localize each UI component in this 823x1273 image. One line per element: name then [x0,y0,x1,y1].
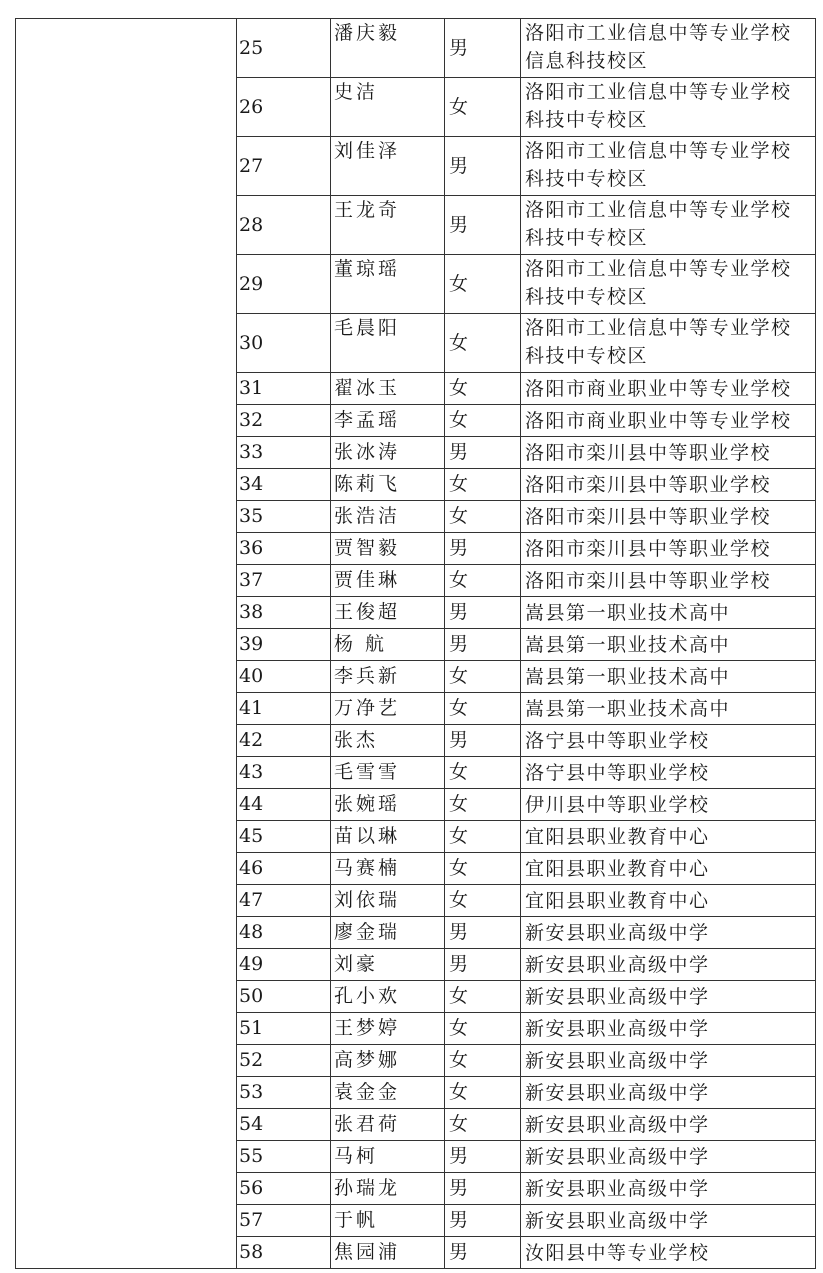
school-name-line: 新安县职业高级中学 [525,1113,710,1136]
roster-body [16,19,816,1269]
school-cell [521,255,816,314]
row-number-cell: 57 [237,1205,331,1237]
school-name-line: 新安县职业高级中学 [525,921,710,944]
school-name-line: 新安县职业高级中学 [525,1081,710,1104]
student-name-cell: 史洁 [331,78,445,137]
gender-cell: 女 [445,757,521,789]
school-cell [521,1045,816,1077]
gender-cell: 女 [445,255,521,314]
school-name-line: 新安县职业高级中学 [525,1177,710,1200]
student-name-cell: 毛晨阳 [331,314,445,373]
gender-cell: 男 [445,1141,521,1173]
student-name-cell: 王梦婷 [331,1013,445,1045]
student-name-cell: 翟冰玉 [331,373,445,405]
student-name-cell: 张杰 [331,725,445,757]
row-number-cell: 50 [237,981,331,1013]
table-row [16,19,816,78]
school-name-line: 新安县职业高级中学 [525,953,710,976]
school-cell [521,19,816,78]
student-name-cell: 刘依瑞 [331,885,445,917]
school-name-line: 新安县职业高级中学 [525,985,710,1008]
school-name-line: 科技中专校区 [525,168,649,190]
gender-cell: 女 [445,501,521,533]
school-cell [521,949,816,981]
gender-cell: 男 [445,725,521,757]
gender-cell: 男 [445,1205,521,1237]
school-name-line: 洛阳市栾川县中等职业学校 [525,441,772,464]
school-cell [521,821,816,853]
school-name-line: 科技中专校区 [525,345,649,367]
school-name-line: 洛阳市工业信息中等专业学校 [525,140,792,162]
school-cell [521,314,816,373]
school-cell [521,981,816,1013]
school-cell [521,137,816,196]
row-number-cell: 26 [237,78,331,137]
school-cell [521,1077,816,1109]
school-cell [521,757,816,789]
row-number-cell: 51 [237,1013,331,1045]
school-cell [521,725,816,757]
row-number-cell: 37 [237,565,331,597]
gender-cell: 男 [445,1173,521,1205]
student-name-cell: 于帆 [331,1205,445,1237]
school-name-line: 宜阳县职业教育中心 [525,857,710,880]
gender-cell: 女 [445,314,521,373]
gender-cell: 男 [445,137,521,196]
gender-cell: 女 [445,1077,521,1109]
row-number-cell: 48 [237,917,331,949]
gender-cell: 女 [445,78,521,137]
row-number-cell: 43 [237,757,331,789]
school-name-line: 嵩县第一职业技术高中 [525,665,731,688]
gender-cell: 男 [445,437,521,469]
row-number-cell: 29 [237,255,331,314]
student-name-cell: 毛雪雪 [331,757,445,789]
gender-cell: 女 [445,1045,521,1077]
school-name-line: 洛阳市工业信息中等专业学校 [525,81,792,103]
student-name-cell: 张浩洁 [331,501,445,533]
school-name-line: 洛阳市栾川县中等职业学校 [525,537,772,560]
school-cell [521,196,816,255]
school-name-line: 洛阳市栾川县中等职业学校 [525,505,772,528]
school-name-line: 嵩县第一职业技术高中 [525,633,731,656]
blank-merged-cell [16,19,237,1269]
row-number-cell: 53 [237,1077,331,1109]
student-name-cell: 万净艺 [331,693,445,725]
gender-cell: 女 [445,1109,521,1141]
school-name-line: 洛阳市栾川县中等职业学校 [525,569,772,592]
row-number-cell: 54 [237,1109,331,1141]
student-name-cell: 马柯 [331,1141,445,1173]
student-name-cell: 焦园浦 [331,1237,445,1269]
school-cell [521,789,816,821]
gender-cell: 女 [445,981,521,1013]
student-name-cell: 陈莉飞 [331,469,445,501]
school-cell [521,373,816,405]
school-name-line: 洛阳市工业信息中等专业学校 [525,258,792,280]
row-number-cell: 36 [237,533,331,565]
row-number-cell: 30 [237,314,331,373]
school-name-line: 科技中专校区 [525,286,649,308]
row-number-cell: 40 [237,661,331,693]
school-cell [521,501,816,533]
student-name-cell: 孔小欢 [331,981,445,1013]
school-name-line: 嵩县第一职业技术高中 [525,697,731,720]
school-name-line: 洛阳市工业信息中等专业学校 [525,22,792,44]
school-name-line: 伊川县中等职业学校 [525,793,710,816]
school-cell [521,1173,816,1205]
row-number-cell: 44 [237,789,331,821]
row-number-cell: 58 [237,1237,331,1269]
school-cell [521,469,816,501]
school-cell [521,1205,816,1237]
student-name-cell: 董琼瑶 [331,255,445,314]
school-cell [521,885,816,917]
school-cell [521,1109,816,1141]
school-name-line: 洛宁县中等职业学校 [525,761,710,784]
school-cell [521,565,816,597]
student-name-cell: 张婉瑶 [331,789,445,821]
school-name-line: 宜阳县职业教育中心 [525,889,710,912]
student-name-cell: 王龙奇 [331,196,445,255]
school-name-line: 新安县职业高级中学 [525,1145,710,1168]
school-name-line: 宜阳县职业教育中心 [525,825,710,848]
school-cell [521,533,816,565]
school-name-line: 新安县职业高级中学 [525,1209,710,1232]
school-name-line: 信息科技校区 [525,50,649,72]
school-cell [521,437,816,469]
row-number-cell: 33 [237,437,331,469]
school-cell [521,1237,816,1269]
student-name-cell: 苗以琳 [331,821,445,853]
student-name-cell: 高梦娜 [331,1045,445,1077]
gender-cell: 男 [445,949,521,981]
student-name-cell: 李孟瑶 [331,405,445,437]
row-number-cell: 47 [237,885,331,917]
row-number-cell: 42 [237,725,331,757]
school-name-line: 洛阳市栾川县中等职业学校 [525,473,772,496]
row-number-cell: 35 [237,501,331,533]
gender-cell: 女 [445,661,521,693]
school-name-line: 洛阳市商业职业中等专业学校 [525,409,792,432]
gender-cell: 女 [445,789,521,821]
school-cell [521,1141,816,1173]
row-number-cell: 55 [237,1141,331,1173]
gender-cell: 女 [445,1013,521,1045]
gender-cell: 女 [445,373,521,405]
student-name-cell: 袁金金 [331,1077,445,1109]
gender-cell: 女 [445,821,521,853]
row-number-cell: 28 [237,196,331,255]
school-name-line: 科技中专校区 [525,109,649,131]
school-name-line: 汝阳县中等专业学校 [525,1241,710,1264]
row-number-cell: 32 [237,405,331,437]
school-name-line: 新安县职业高级中学 [525,1049,710,1072]
gender-cell: 女 [445,693,521,725]
gender-cell: 男 [445,196,521,255]
school-cell [521,917,816,949]
gender-cell: 男 [445,597,521,629]
row-number-cell: 41 [237,693,331,725]
gender-cell: 女 [445,885,521,917]
student-name-cell: 李兵新 [331,661,445,693]
student-name-cell: 刘豪 [331,949,445,981]
row-number-cell: 45 [237,821,331,853]
school-cell [521,1013,816,1045]
gender-cell: 女 [445,565,521,597]
row-number-cell: 49 [237,949,331,981]
row-number-cell: 46 [237,853,331,885]
school-name-line: 洛阳市工业信息中等专业学校 [525,317,792,339]
school-cell [521,78,816,137]
row-number-cell: 39 [237,629,331,661]
school-name-line: 洛宁县中等职业学校 [525,729,710,752]
school-name-line: 新安县职业高级中学 [525,1017,710,1040]
school-cell [521,629,816,661]
student-name-cell: 孙瑞龙 [331,1173,445,1205]
gender-cell: 男 [445,1237,521,1269]
school-cell [521,693,816,725]
row-number-cell: 52 [237,1045,331,1077]
school-name-line: 嵩县第一职业技术高中 [525,601,731,624]
school-cell [521,853,816,885]
gender-cell: 男 [445,917,521,949]
row-number-cell: 25 [237,19,331,78]
school-name-line: 洛阳市商业职业中等专业学校 [525,377,792,400]
student-name-cell: 廖金瑞 [331,917,445,949]
student-name-cell: 张冰涛 [331,437,445,469]
student-name-cell: 马赛楠 [331,853,445,885]
row-number-cell: 31 [237,373,331,405]
student-name-cell: 张君荷 [331,1109,445,1141]
row-number-cell: 56 [237,1173,331,1205]
row-number-cell: 38 [237,597,331,629]
gender-cell: 男 [445,533,521,565]
student-roster-table [15,18,816,1269]
gender-cell: 男 [445,629,521,661]
student-name-cell: 杨 航 [331,629,445,661]
student-name-cell: 刘佳泽 [331,137,445,196]
row-number-cell: 34 [237,469,331,501]
school-cell [521,405,816,437]
gender-cell: 女 [445,469,521,501]
row-number-cell: 27 [237,137,331,196]
student-name-cell: 王俊超 [331,597,445,629]
school-cell [521,661,816,693]
student-name-cell: 潘庆毅 [331,19,445,78]
school-name-line: 洛阳市工业信息中等专业学校 [525,199,792,221]
gender-cell: 女 [445,853,521,885]
gender-cell: 男 [445,19,521,78]
gender-cell: 女 [445,405,521,437]
school-cell [521,597,816,629]
school-name-line: 科技中专校区 [525,227,649,249]
student-name-cell: 贾智毅 [331,533,445,565]
student-name-cell: 贾佳琳 [331,565,445,597]
